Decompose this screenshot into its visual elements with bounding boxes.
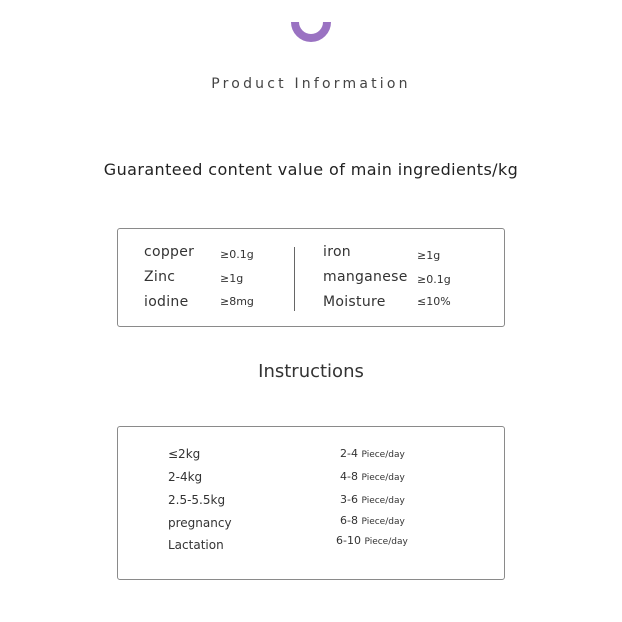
dosage-unit-5: Piece/day bbox=[364, 537, 408, 547]
product-information-title: Product Information bbox=[211, 76, 411, 92]
dosage-count-3: 3-6 bbox=[340, 493, 358, 506]
dosage-count-5: 6-10 bbox=[336, 534, 361, 547]
ingredient-value-zinc: ≥1g bbox=[220, 272, 244, 285]
ingredients-title: Guaranteed content value of main ingredients/kg bbox=[103, 160, 519, 179]
weight-range-3: 2.5-5.5kg bbox=[168, 493, 226, 507]
ingredient-name-copper: copper bbox=[144, 244, 195, 260]
dosage-count-4: 6-8 bbox=[340, 514, 358, 527]
dosage-unit-2: Piece/day bbox=[361, 473, 405, 483]
instructions-title: Instructions bbox=[258, 361, 364, 382]
ingredient-value-moisture: ≤10% bbox=[417, 295, 451, 308]
dosage-2 bbox=[340, 470, 405, 483]
weight-range-1: ≤2kg bbox=[168, 447, 201, 461]
weight-range-4: pregnancy bbox=[168, 516, 232, 530]
ingredient-value-iron: ≥1g bbox=[417, 249, 441, 262]
dosage-3 bbox=[340, 493, 405, 506]
instructions-box bbox=[117, 426, 505, 580]
dosage-unit-4: Piece/day bbox=[361, 517, 405, 527]
ingredients-box bbox=[117, 228, 505, 327]
dosage-1 bbox=[340, 447, 405, 460]
ingredient-name-iodine: iodine bbox=[144, 294, 189, 310]
ingredient-name-zinc: Zinc bbox=[144, 269, 176, 285]
weight-range-5: Lactation bbox=[168, 538, 224, 552]
ingredient-value-manganese: ≥0.1g bbox=[417, 273, 451, 286]
ingredient-value-copper: ≥0.1g bbox=[220, 248, 254, 261]
dosage-unit-1: Piece/day bbox=[361, 450, 405, 460]
ingredient-name-moisture: Moisture bbox=[323, 294, 386, 310]
column-divider bbox=[294, 247, 295, 311]
dosage-5 bbox=[336, 534, 408, 547]
dosage-count-1: 2-4 bbox=[340, 447, 358, 460]
weight-range-2: 2-4kg bbox=[168, 470, 203, 484]
ingredient-value-iodine: ≥8mg bbox=[220, 295, 254, 308]
ingredient-name-iron: iron bbox=[323, 244, 351, 260]
ingredient-name-manganese: manganese bbox=[323, 269, 408, 285]
purple-arc-decoration bbox=[291, 10, 331, 48]
dosage-4 bbox=[340, 514, 405, 527]
dosage-count-2: 4-8 bbox=[340, 470, 358, 483]
dosage-unit-3: Piece/day bbox=[361, 496, 405, 506]
